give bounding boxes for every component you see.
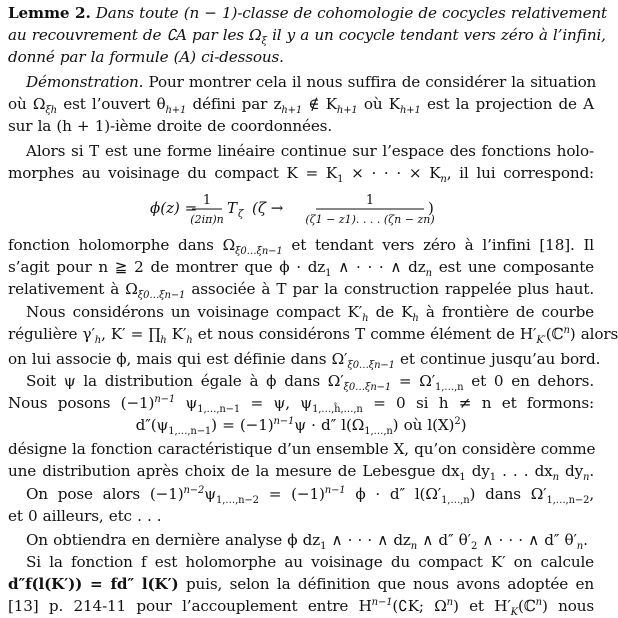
text-run: ) alors [569,325,618,343]
text-run: n [410,541,418,553]
text-run: Soit ψ la distribution égale à ϕ dans Ω′ [26,372,344,390]
text-run: = 0 si h ≠ n et formons: [362,394,594,412]
text-run: 1,…,n−2 [546,495,590,507]
text-run: n [583,472,590,484]
text-run: dy [465,462,490,480]
text-run: ) nous [541,597,594,615]
text-line [8,140,594,162]
text-run: Dans toute (n − 1)-classe de cohomologie de cocycles relativement [90,4,607,22]
text-run: où K [357,95,400,113]
text-run: n [535,596,542,608]
text-run: 1,…,n−2 [216,495,259,507]
text-line [8,348,601,372]
text-run: puis, selon la définition que nous avons adoptée en [178,575,594,593]
formula-close: ) [428,199,434,217]
text-line [8,438,594,460]
text-run: 1 [320,541,327,553]
text-line [8,301,594,323]
text-run: 1 [489,472,496,484]
text-run: est l’ouvert θ [56,95,166,113]
text-run: ∧ · · · ∧ dz [331,258,426,276]
text-run: ψ [204,485,217,503]
text-line [8,162,594,184]
text-line [8,392,594,414]
text-run: ∉ K [302,95,337,113]
formula-lhs: ϕ(z) = [150,199,198,217]
text-run: n [425,268,432,280]
fraction-1-denominator: (2iπ)n [190,213,224,226]
text-run: × · · · × K [343,164,441,182]
text-run: 1,…,n−1 [197,404,241,416]
text-run: ξ0…ξn−1 [343,382,392,394]
text-run: (ℂ [545,325,564,343]
text-run: 1 [337,174,344,186]
text-line [8,234,594,256]
text-run: désigne la fonction caractéristique d’un ensemble X, qu’on considère comme [8,440,596,458]
text-run: Alors si T est une forme linéaire continue sur l’espace des fonctions holo- [26,142,594,160]
text-run: ϕ · d″ l(Ω′ [345,485,442,503]
text-run: morphes au voisinage du compact K = K [8,164,338,182]
text-run: 1,…,n−1 [168,426,212,438]
text-run: , il lui correspond: [446,164,594,182]
text-run: ∧ · · · ∧ d″ θ′ [477,531,577,549]
text-run: n [563,324,570,336]
text-run: ∧ d″ θ′ [417,531,471,549]
text-run: h [362,313,369,325]
text-run: = (−1) [258,485,325,503]
text-line [8,460,594,482]
text-line [8,414,594,436]
text-run: ξ [261,36,267,48]
text-run: et 0 ailleurs, etc . . . [8,507,162,525]
text-line [8,370,594,392]
text-run: = ψ, ψ [240,394,313,412]
text-run: h [186,335,193,347]
text-run: ) où l(X) [392,416,455,434]
text-run: d″f(l(K′)) = fd″ l(K′) [8,575,179,593]
text-run: K [510,607,518,618]
text-run: , K′ = ∏ [101,325,161,343]
text-line [8,505,594,527]
text-run: défini par z [186,95,282,113]
text-run: Lemme 2. [8,4,91,22]
text-run: 2 [470,541,478,553]
text-run: ψ · d″ l(Ω [294,416,365,434]
formula-arrow: (ζ → [252,199,284,217]
text-run: de K [368,303,413,321]
text-line [8,573,594,595]
display-formula [8,186,594,230]
text-run: ξ0…ξn−1 [347,360,395,372]
text-run: h+1 [165,105,187,117]
text-run: n−1 [273,415,295,427]
fraction-2-denominator: (ζ1 − z1). . . . (ζn − zn) [305,213,435,226]
text-run: régulière γ′ [8,325,95,343]
text-line [8,71,597,93]
text-run: s’agit pour n ≧ 2 de montrer que ϕ · dz [8,258,326,276]
text-run: sur la (h + 1)-ième droite de coordonnées. [8,117,332,135]
text-run: ξ0…ξn−1 [235,246,283,258]
text-run: n [446,596,453,608]
text-run: fonction holomorphe dans Ω [8,236,236,254]
text-run: Démonstration. [26,73,144,91]
text-line [8,93,594,115]
text-run: Nous considérons un voisinage compact K′ [26,303,363,321]
text-run: K′ [536,335,546,347]
text-run: ψ [175,394,198,412]
text-run: et nous considérons T comme élément de H′ [192,325,537,343]
text-run: Nous posons (−1) [8,394,155,412]
text-run: = Ω′ [391,372,436,390]
text-run: On obtiendra en dernière analyse ϕ dz [26,531,321,549]
text-run: et 0 en dehors. [463,372,594,390]
text-line [8,24,606,48]
text-run: donné par la formule (A) ci-dessous. [8,48,284,66]
text-run: dy [558,462,584,480]
text-line [8,115,594,137]
text-run: . [589,462,595,480]
text-run: h+1 [281,105,303,117]
text-run: (ℂ [517,597,536,615]
text-run: 1,…,n [435,382,464,394]
text-run: (∁K; Ω [392,597,447,615]
text-run: On pose alors (−1) [26,485,184,503]
text-run: ∧ · · · ∧ dz [326,531,411,549]
text-line [8,551,594,573]
text-run: est la projection de A [420,95,594,113]
text-run: Si la fonction f est holomorphe au voisinage du compact K′ on calcule [26,553,594,571]
text-run: n−2 [183,484,205,496]
text-run: n−1 [371,596,393,608]
text-run: h [412,313,419,325]
text-run: 1,…,ĥ,…,n [312,404,363,416]
text-run: 1,…,n [441,495,470,507]
text-run: . [583,531,588,549]
text-run: il y a un cocycle tendant vers zéro à l’infini, [266,26,606,44]
text-run: , [589,485,594,503]
text-run: associée à T par la construction rappelée plus haut. [185,280,594,298]
text-run: ) et H′ [452,597,511,615]
text-line [8,323,618,347]
text-line [8,278,594,300]
text-run: h+1 [336,105,358,117]
text-run: h+1 [399,105,421,117]
text-line [8,256,594,278]
text-run: n [576,541,584,553]
text-run: et continue jusqu’au bord. [394,350,601,368]
text-run: [13] p. 214-11 pour l’accouplement entre H [8,597,372,615]
text-run: n [440,174,447,186]
text-run: est une composante [431,258,594,276]
text-run: ) [460,416,467,434]
text-run: ) dans Ω′ [469,485,547,503]
text-run: et tendant vers zéro à l’infini [18]. Il [282,236,595,254]
text-run: au recouvrement de ∁A par les Ω [8,26,262,44]
text-run: où Ω [8,95,46,113]
text-run: 1 [459,472,466,484]
text-run: n−1 [154,393,176,405]
text-run: ) = (−1) [211,416,274,434]
text-run: . . . dx [495,462,553,480]
text-run: h [160,335,167,347]
fraction-1-numerator: 1 [202,193,212,208]
text-run: ξh [45,105,57,117]
text-run: 2 [454,415,461,427]
text-run: ξ0…ξn−1 [137,290,186,302]
text-run: d″(ψ [135,416,169,434]
formula-t-sub: ζ [238,209,244,220]
formula-t: T [227,199,238,217]
text-run: h [94,335,102,347]
text-run: on lui associe ϕ, mais qui est définie dans Ω′ [8,350,348,368]
fraction-2-numerator: 1 [365,193,375,208]
text-run: 1 [325,268,332,280]
text-line [8,46,594,68]
text-run: n−1 [324,484,346,496]
text-line [8,529,594,551]
text-line [8,483,594,505]
text-run: K′ [166,325,187,343]
text-run: n [552,472,559,484]
text-run: Pour montrer cela il nous suffira de considérer la situation [143,73,597,91]
text-line [8,595,594,617]
text-line [8,2,607,24]
text-run: 1,…,n [364,426,393,438]
text-run: relativement à Ω [8,280,138,298]
text-run: à frontière de courbe [418,303,594,321]
text-run: une distribution après choix de la mesure de Lebesgue dx [8,462,460,480]
